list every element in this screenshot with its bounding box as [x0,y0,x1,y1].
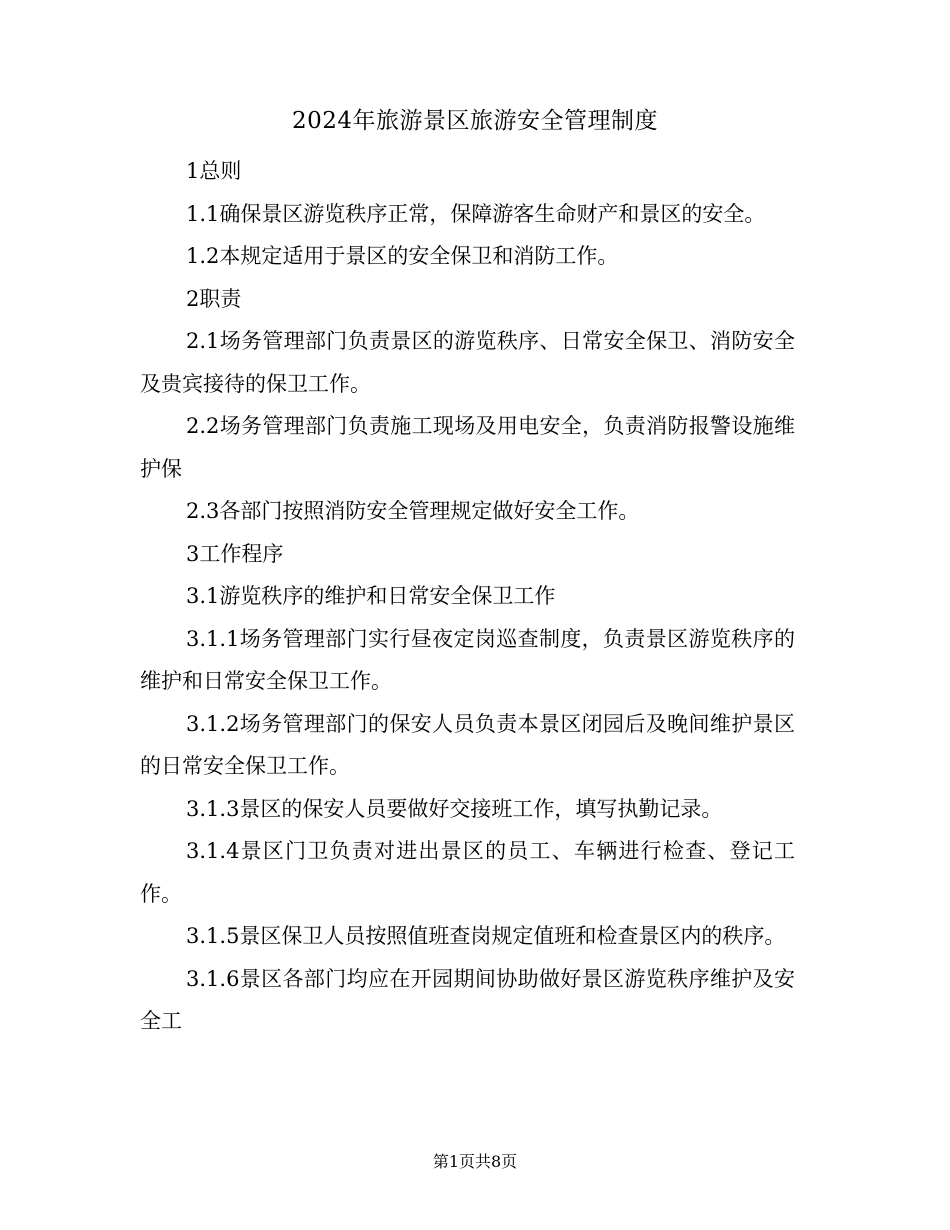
paragraph: 1总则 [186,159,242,183]
paragraph: 3工作程序 [186,541,284,566]
paragraph: 3.1.5景区保卫人员按照值班查岗规定值班和检查景区内的秩序。 [186,924,786,948]
paragraph: 2.3各部门按照消防安全管理规定做好安全工作。 [186,499,640,523]
paragraph: 3.1.2场务管理部门的保安人员负责本景区闭园后及晚间维护景区的日常安全保卫工作。 [140,711,795,778]
paragraph: 3.1.6景区各部门均应在开园期间协助做好景区游览秩序维护及安全工 [140,966,795,1033]
paragraph: 1.2本规定适用于景区的安全保卫和消防工作。 [186,244,619,268]
paragraph: 2.2场务管理部门负责施工现场及用电安全，负责消防报警设施维护保 [140,414,795,481]
paragraph: 2.1场务管理部门负责景区的游览秩序、日常安全保卫、消防安全及贵宾接待的保卫工作。 [140,329,795,396]
paragraph: 2职责 [186,286,242,311]
paragraph: 1.1确保景区游览秩序正常，保障游客生命财产和景区的安全。 [186,201,766,226]
paragraph: 3.1.1场务管理部门实行昼夜定岗巡查制度，负责景区游览秩序的维护和日常安全保卫工作。 [140,626,795,693]
paragraph: 3.1游览秩序的维护和日常安全保卫工作 [186,584,556,608]
document-title: 2024年旅游景区旅游安全管理制度 [291,108,659,134]
paragraph: 3.1.4景区门卫负责对进出景区的员工、车辆进行检查、登记工作。 [140,839,795,906]
paragraph: 3.1.3景区的保安人员要做好交接班工作，填写执勤记录。 [186,796,723,821]
document-body [140,150,795,1043]
page-number-footer: 第1页共8页 [432,1152,518,1171]
